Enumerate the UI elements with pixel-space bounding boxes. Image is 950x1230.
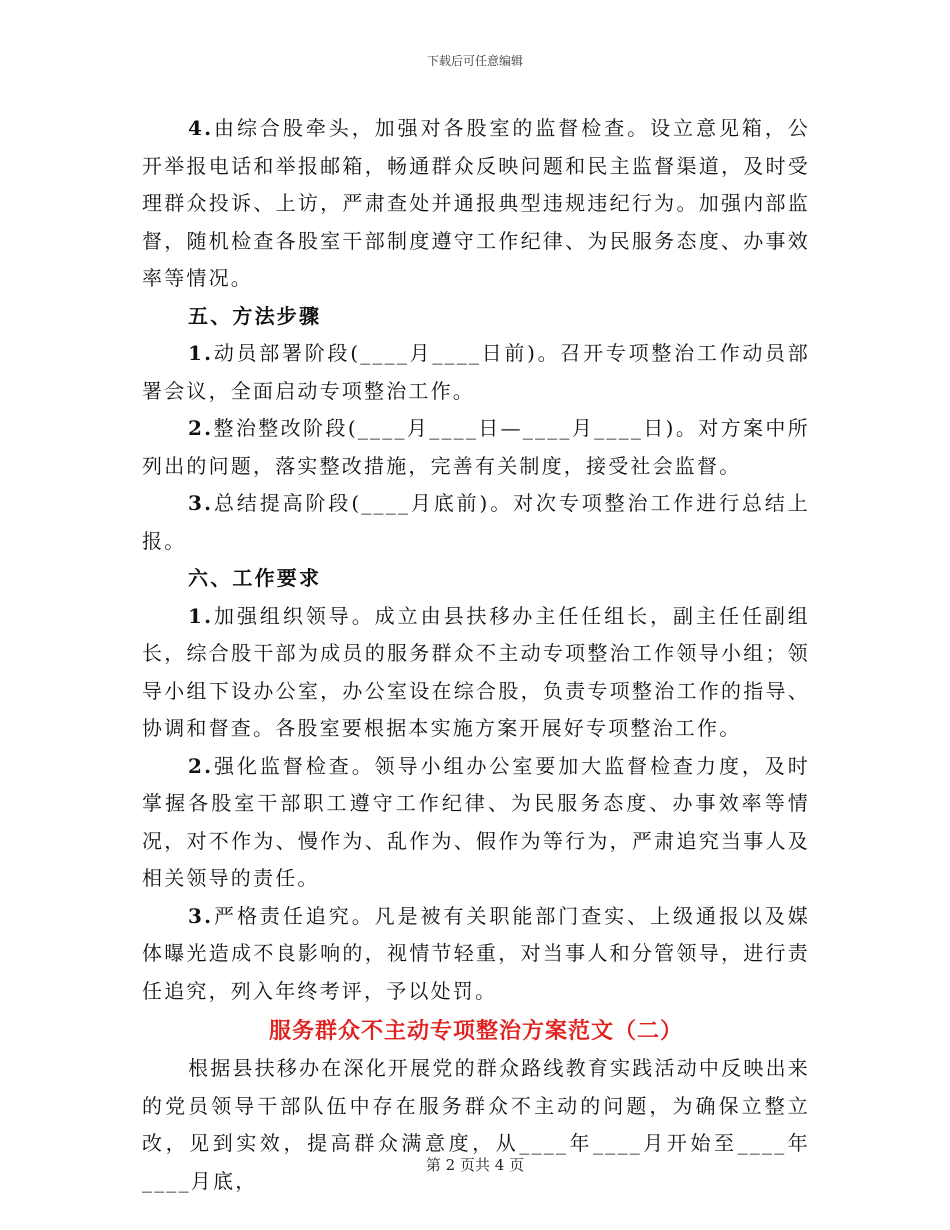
item-number: 3.: [188, 903, 214, 928]
item-number: 1.: [188, 603, 214, 628]
paragraph-text: 严格责任追究。凡是被有关职能部门查实、上级通报以及媒体曝光造成不良影响的，视情节轻重，对当事人和分管领导，进行责任追究，列入年终考评，予以处罚。: [142, 903, 810, 1003]
paragraph-text: 加强组织领导。成立由县扶移办主任任组长，副主任任副组长，综合股干部为成员的服务群众不主动专项整治工作领导小组；领导小组下设办公室，办公室设在综合股，负责专项整治工作的指导、协调和督查。各股室要根据本实施方案开展好专项整治工作。: [142, 603, 810, 740]
document-body: [142, 110, 810, 1200]
paragraph-requirement-3: [142, 898, 810, 1011]
paragraph-item-4: [142, 110, 810, 298]
document-title: 服务群众不主动专项整治方案范文（二）: [268, 1018, 683, 1044]
paragraph-text: 总结提高阶段(____月底前)。对次专项整治工作进行总结上报。: [142, 491, 810, 553]
paragraph-intro: 根据县扶移办在深化开展党的群众路线教育实践活动中反映出来的党员领导干部队伍中存在服务群众不主动的问题，为确保立整立改，见到实效，提高群众满意度，从____年____月开始至____年____月底，: [142, 1056, 810, 1193]
page-header: 下载后可任意编辑: [426, 54, 523, 68]
item-number: 3.: [188, 491, 214, 515]
item-number: 2.: [188, 753, 214, 778]
item-number: 2.: [188, 416, 214, 440]
paragraph-step-1: [142, 335, 810, 410]
paragraph-text: 强化监督检查。领导小组办公室要加大监督检查力度，及时掌握各股室干部职工遵守工作纪律、为民服务态度、办事效率等情况，对不作为、慢作为、乱作为、假作为等行为，严肃追究当事人及相关领导的责任。: [142, 753, 810, 890]
paragraph-text: 由综合股牵头，加强对各股室的监督检查。设立意见箱，公开举报电话和举报邮箱，畅通群众反映问题和民主监督渠道，及时受理群众投诉、上访，严肃查处并通报典型违规违纪行为。加强内部监督，随机检查各股室干部制度遵守工作纪律、为民服务态度、办事效率等情况。: [142, 116, 810, 290]
paragraph-step-3: [142, 485, 810, 560]
paragraph-text: 整治整改阶段(____月____日—____月____日)。对方案中所列出的问题，落实整改措施，完善有关制度，接受社会监督。: [142, 416, 810, 478]
page-footer: 第 2 页共 4 页: [425, 1156, 525, 1174]
paragraph-requirement-1: [142, 598, 810, 748]
paragraph-text: 动员部署阶段(____月____日前)。召开专项整治工作动员部署会议，全面启动专项整治工作。: [142, 341, 810, 403]
section-heading-methods: 五、方法步骤: [188, 303, 322, 328]
section-heading-requirements: 六、工作要求: [188, 566, 322, 590]
item-number: 4.: [188, 116, 214, 140]
item-number: 1.: [188, 341, 214, 365]
paragraph-step-2: [142, 410, 810, 485]
paragraph-requirement-2: [142, 748, 810, 898]
